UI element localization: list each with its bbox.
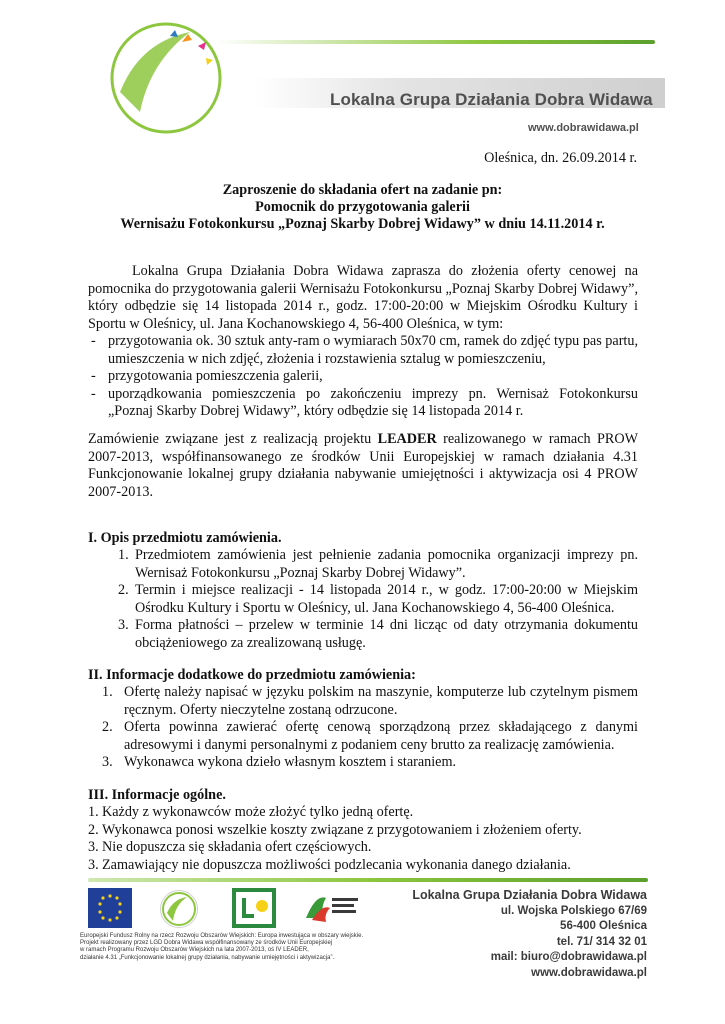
small-print-line: w ramach Programu Rozwoju Obszarów Wiejskich na lata 2007-2013, oś IV LEADER, [80,947,309,954]
list-item: - uporządkowania pomieszczenia po zakończeniu imprezy pn. Wernisaż Fotokonkursu „Poznaj Skarby Dobrej Widawy”, który odbędzie się 14 listopada 2014 r. [88,386,638,421]
item-number: 1. [102,684,113,700]
prow-logo-icon [302,888,360,928]
order-paragraph [88,431,638,501]
date-line: Oleśnica, dn. 26.09.2014 r. [484,150,637,166]
item-number: 2. [118,582,129,598]
title-line-2: Pomocnik do przygotowania galerii [255,199,470,215]
address-street: ul. Wojska Polskiego 67/69 [500,904,647,917]
partnerstwo-small-logo [160,890,198,928]
address-web: www.dobrawidawa.pl [531,966,647,979]
list-item [102,684,638,719]
item-text: Nie dopuszcza się składania ofert częściowych. [102,839,372,855]
item-number: 3. [88,839,99,855]
item-text: Wykonawca ponosi wszelkie koszty związane z przygotowaniem i złożeniem oferty. [102,821,582,838]
intro-list [88,333,638,421]
list-item [102,754,638,772]
order-text-before: Zamówienie związane jest z realizacją projektu [88,431,378,447]
list-item: - przygotowania pomieszczenia galerii, [88,368,638,386]
item-text: Forma płatności – przelew w terminie 14 dni licząc od daty otrzymania dokumentu obciążeniowego za zrealizowaną usługę. [135,617,638,651]
item-number: 3. [88,856,99,873]
item-text: Termin i miejsce realizacji - 14 listopada 2014 r., w godz. 17:00-20:00 w Miejskim Ośrodku Kultury i Sportu w Oleśnicy, ul. Jana Kochanowskiego 4, 56-400 Oleśnica. [135,582,638,616]
address-phone: tel. 71/ 314 32 01 [556,935,647,948]
list-item [88,822,648,840]
item-number: 3. [118,617,129,633]
item-text: Oferta powinna zawierać ofertę cenową sporządzoną przez składającego z danymi adresowymi i danymi personalnymi z podaniem ceny brutto za realizację zamówienia. [124,719,638,753]
order-text-after: realizowanego w ramach PROW 2007-2013, współfinansowanego ze środków Unii Europejskiej w ramach działania 4.31 Funkcjonowanie lokalnej grupy działania nabywanie umiejętności i aktywizacja osi 4 PROW 2007-2013. [88,431,638,500]
item-number: 2. [102,719,113,735]
section-1-list [118,547,638,652]
small-print-line: Europejski Fundusz Rolny na rzecz Rozwoju Obszarów Wiejskich: Europa inwestująca w obszary wiejskie. [80,933,364,939]
partnerstwo-logo [110,22,222,134]
item-text: Zamawiający nie dopuszcza możliwości podzlecania wykonania danego działania. [102,856,571,873]
address-mail: mail: biuro@dobrawidawa.pl [490,951,647,963]
header-org-title: Lokalna Grupa Działania Dobra Widawa [330,90,653,109]
item-number: 3. [102,754,113,770]
order-leader-bold: LEADER [377,431,437,447]
item-text: Ofertę należy napisać w języku polskim na maszynie, komputerze lub czytelnym pismem ręcznym. Oferty nieczytelne zostaną odrzucone. [124,684,638,718]
list-item [88,857,648,875]
title-line-1: Zaproszenie do składania ofert na zadanie pn: [222,182,503,198]
section-3-list [88,804,648,874]
address-name: Lokalna Grupa Działania Dobra Widawa [412,888,647,902]
header-accent-line [215,40,655,44]
item-text: Wykonawca wykona dzieło własnym kosztem i staraniem. [124,754,457,770]
small-print-line: działanie 4.31 „Funkcjonowanie lokalnej grupy działania, nabywanie umiejętności i aktywizacja”. [80,954,335,961]
section-3-heading: III. Informacje ogólne. [88,787,226,803]
item-text: Przedmiotem zamówienia jest pełnienie zadania pomocnika organizacji imprezy pn. Wernisaż Fotokonkursu „Poznaj Skarby Dobrej Widawy”. [135,547,638,581]
footer-address [412,888,647,981]
title-line-3: Wernisażu Fotokonkursu „Poznaj Skarby Dobrej Widawy” w dniu 14.11.2014 r. [120,216,605,232]
address-city: 56-400 Oleśnica [560,920,647,932]
intro-paragraph: Lokalna Grupa Działania Dobra Widawa zaprasza do złożenia oferty cenowej na pomocnika do przygotowania galerii Wernisażu Fotokonkursu „Poznaj Skarby Dobrej Widawy”, który odbędzie się 14 listopada 2014 r., godz. 17:00-20:00 w Miejskim Ośrodku Kultury i Sportu w Oleśnicy, ul. Jana Kochanowskiego 4, 56-400 Oleśnica, w tym: [88,263,638,332]
item-number: 2. [88,821,99,838]
leader-logo-icon [232,888,276,928]
section-2-heading: II. Informacje dodatkowe do przedmiotu zamówienia: [88,667,416,683]
eu-flag-icon [88,888,132,928]
item-text: Każdy z wykonawców może złożyć tylko jedną ofertę. [102,804,414,820]
list-item [118,582,638,617]
footer-small-print [80,933,380,962]
section-2-list [102,684,638,772]
list-item [88,804,648,822]
item-number: 1. [88,804,99,820]
list-item [88,839,648,857]
list-item [118,547,638,582]
list-item: - przygotowania ok. 30 sztuk anty-ram o wymiarach 50x70 cm, ramek do zdjęć typu pas partu, umieszczenia w nich zdjęć, złożenia i rozstawienia sztalug w pomieszczeniu, [88,333,638,368]
list-item [102,719,638,754]
section-1-heading: I. Opis przedmiotu zamówienia. [88,530,282,546]
header-website: www.dobrawidawa.pl [528,122,639,134]
footer-divider [88,878,648,882]
list-item [118,617,638,652]
small-print-line: Projekt realizowany przez LGD Dobra Widawa współfinansowany ze środków Unii Europejskiej [80,940,333,947]
item-number: 1. [118,547,129,563]
